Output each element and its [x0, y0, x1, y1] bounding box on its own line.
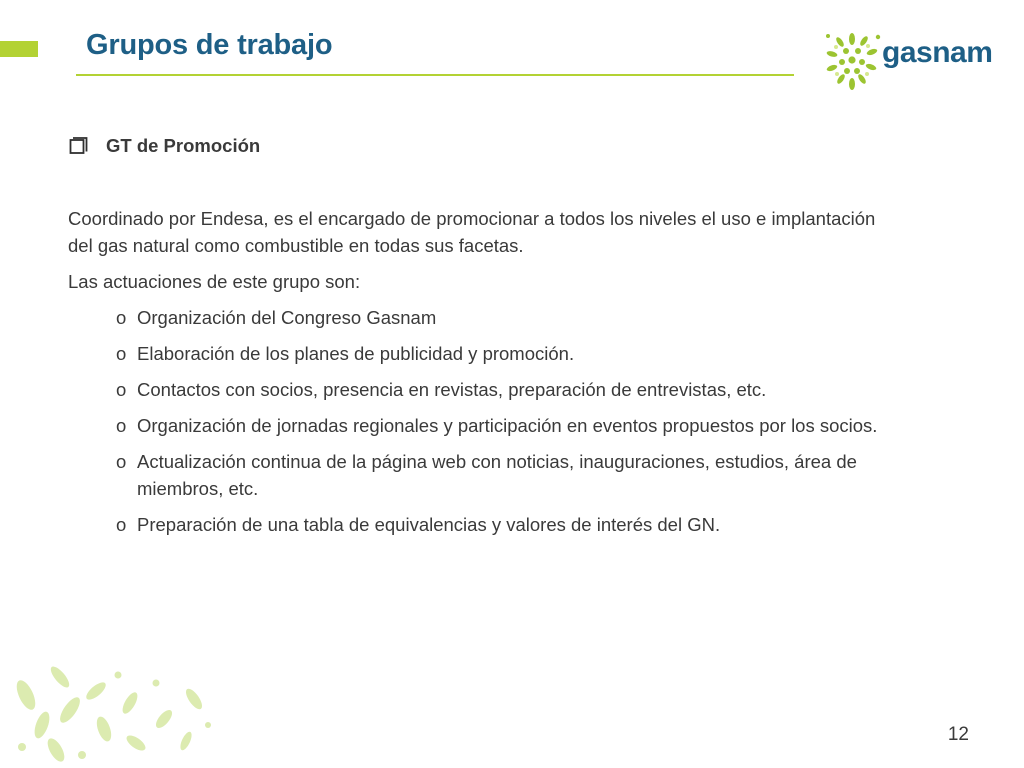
title-divider	[76, 74, 794, 76]
bullet-marker: o	[116, 415, 127, 436]
leaf-burst-icon	[822, 27, 884, 91]
list-item-text: Organización del Congreso Gasnam	[137, 307, 437, 328]
bullet-marker: o	[116, 343, 127, 364]
list-item	[68, 412, 898, 439]
section-heading-label: GT de Promoción	[106, 135, 261, 156]
checkbox-icon	[68, 136, 88, 156]
accent-bar	[0, 41, 38, 57]
logo-wordmark: gasnam	[882, 36, 993, 69]
bullet-marker: o	[116, 514, 127, 535]
list-item	[68, 304, 898, 331]
list-item	[68, 511, 898, 538]
list-item	[68, 448, 898, 502]
list-item-text: Elaboración de los planes de publicidad y promoción.	[137, 343, 575, 364]
page-number: 12	[947, 724, 969, 745]
bullet-marker: o	[116, 307, 127, 328]
list-item-text: Contactos con socios, presencia en revistas, preparación de entrevistas, etc.	[137, 379, 767, 400]
list-item-text: Organización de jornadas regionales y participación en eventos propuestos por los socios.	[137, 415, 878, 436]
lead-paragraph: Las actuaciones de este grupo son:	[68, 271, 361, 292]
section-heading	[68, 135, 260, 157]
list-item-text: Preparación de una tabla de equivalencias y valores de interés del GN.	[137, 514, 721, 535]
activities-list	[68, 304, 898, 538]
gasnam-logo	[822, 27, 992, 91]
bullet-marker: o	[116, 451, 127, 472]
list-item	[68, 340, 898, 367]
body-content	[68, 205, 898, 547]
leaf-decoration	[8, 655, 218, 768]
list-item	[68, 376, 898, 403]
list-item-text: Actualización continua de la página web con noticias, inauguraciones, estudios, área de miembros, etc.	[137, 451, 857, 499]
page-title: Grupos de trabajo	[86, 29, 333, 61]
bullet-marker: o	[116, 379, 127, 400]
intro-paragraph: Coordinado por Endesa, es el encargado de promocionar a todos los niveles el uso e implantación del gas natural como combustible en todas sus facetas.	[68, 208, 876, 256]
